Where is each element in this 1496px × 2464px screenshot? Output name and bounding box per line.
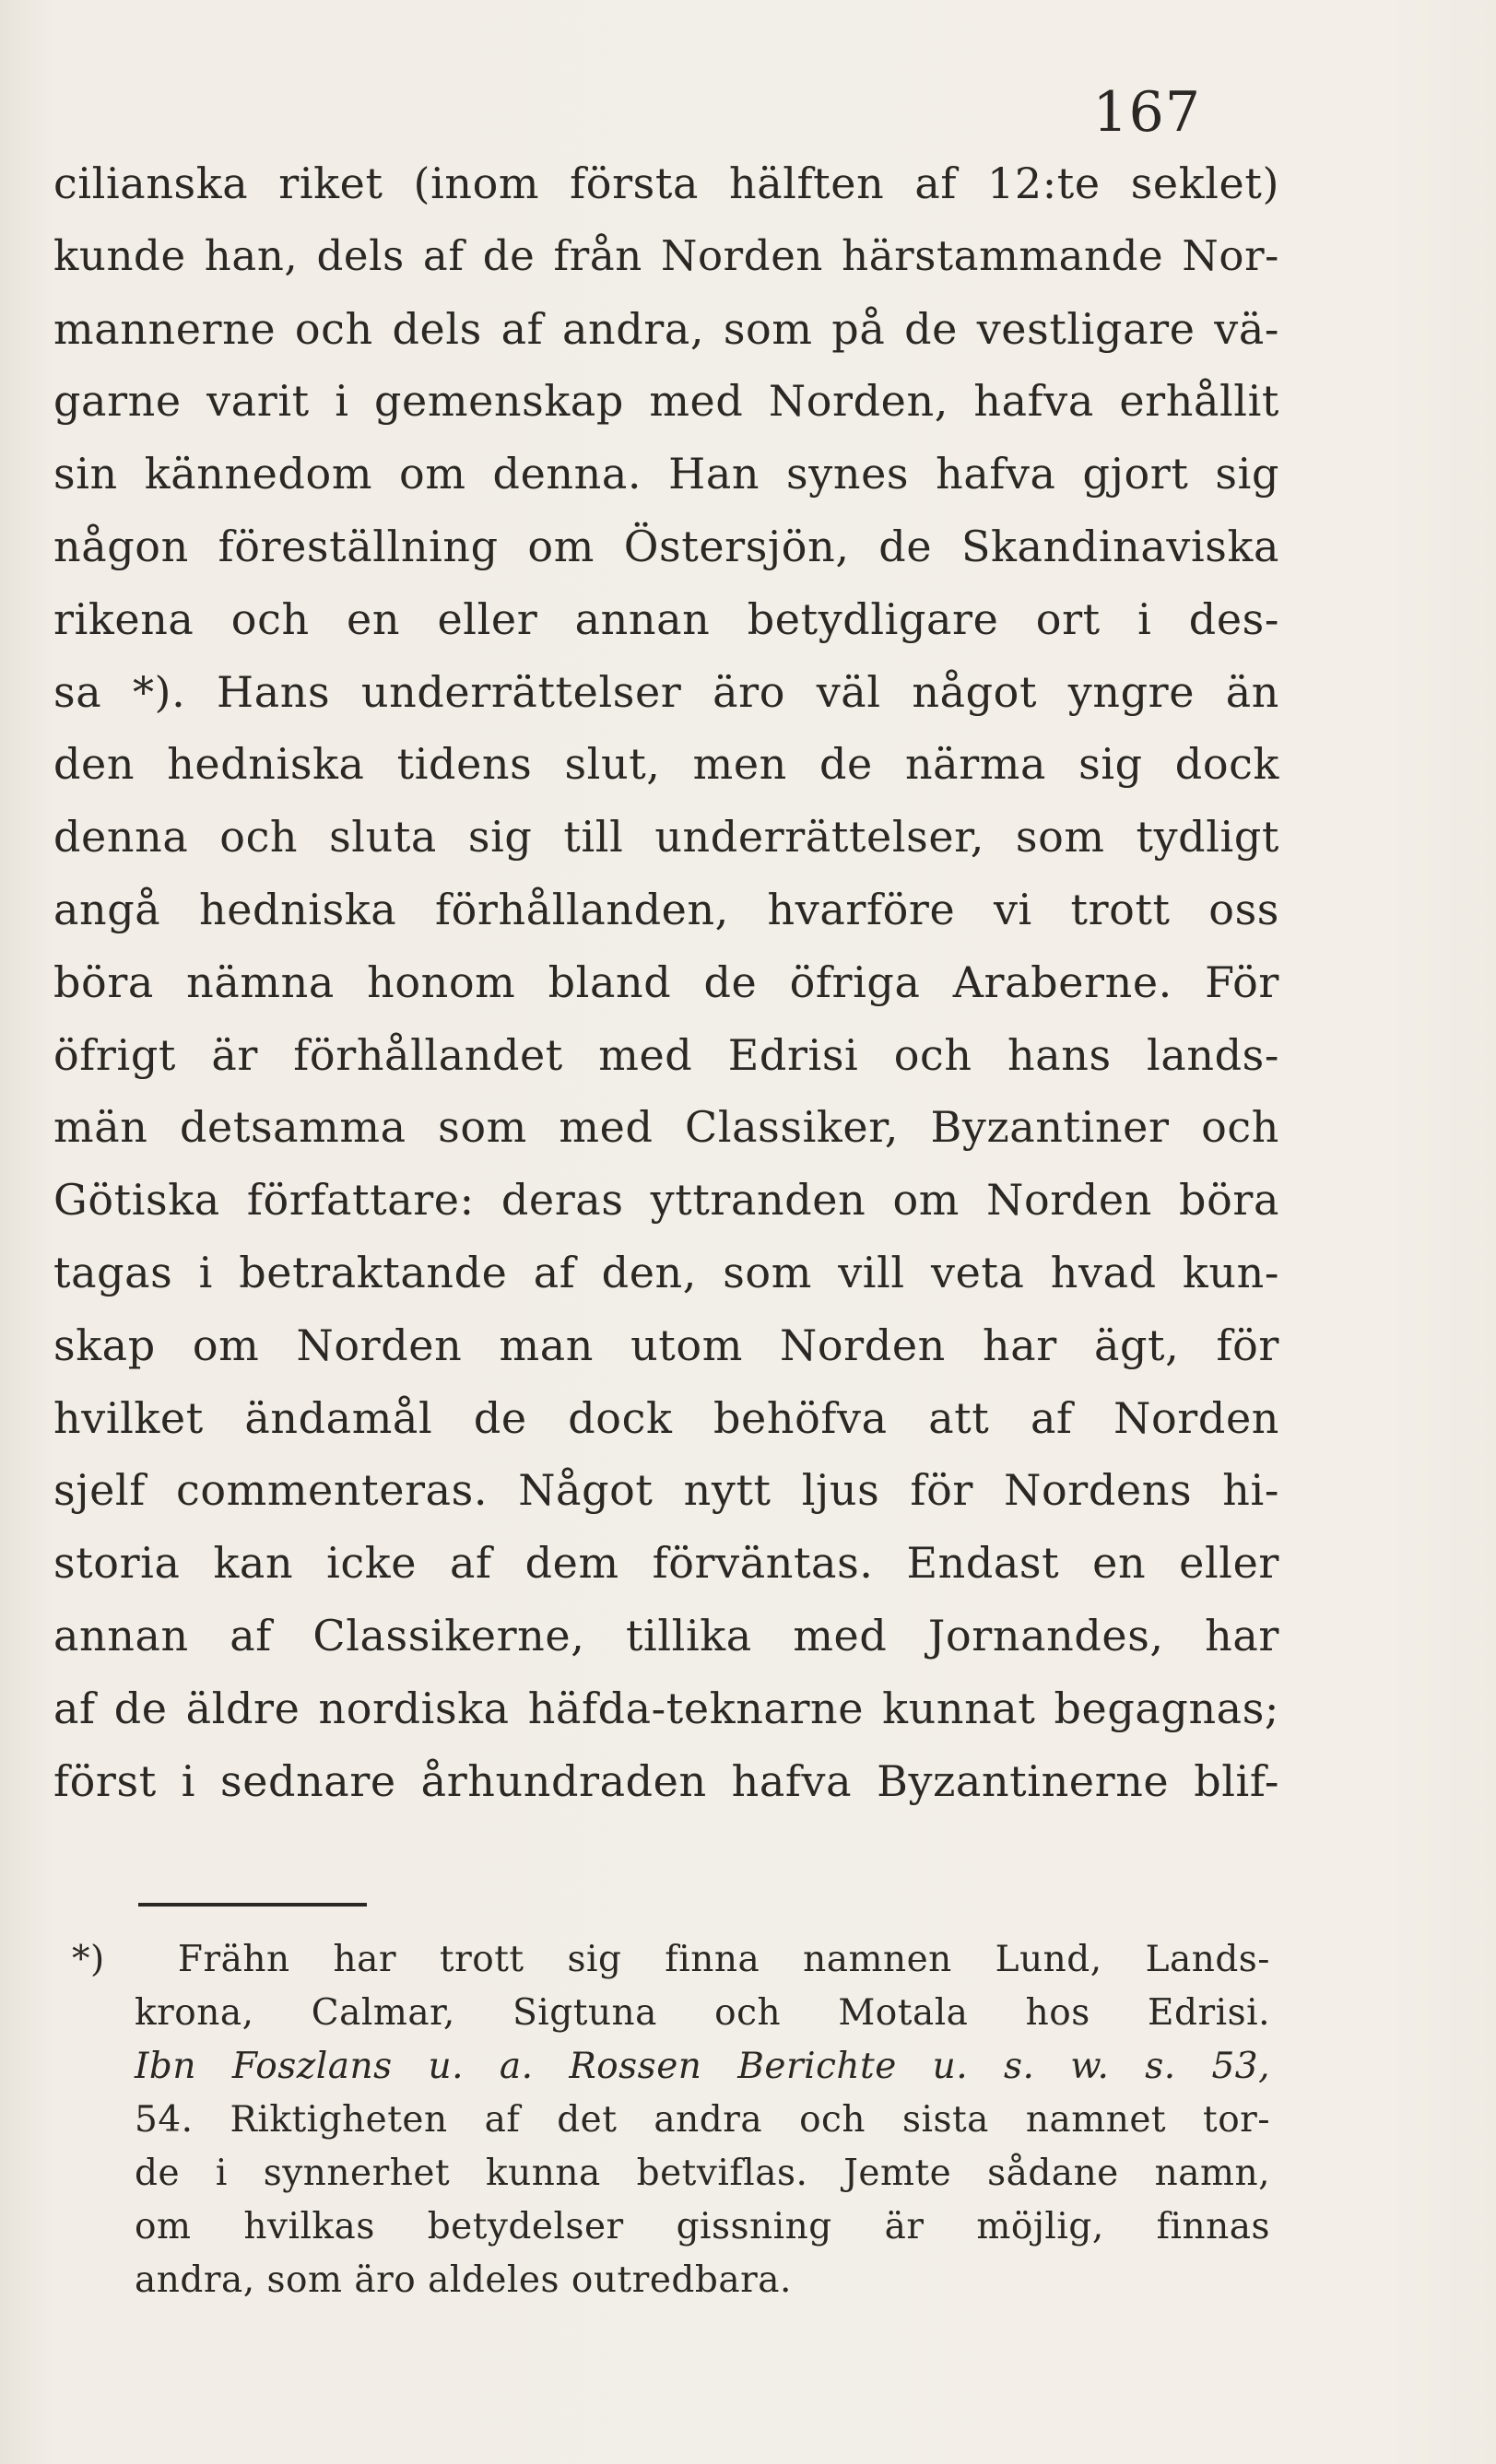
text-line: sjelf commenteras. Något nytt ljus för Nordens hi- <box>53 1465 1279 1516</box>
footnote-line: 54. Riktigheten af det andra och sista namnet tor- <box>135 2099 1270 2141</box>
text-line: tagas i betraktande af den, som vill veta hvad kun- <box>53 1247 1279 1297</box>
footnote-line: krona, Calmar, Sigtuna och Motala hos Edrisi. <box>135 1992 1270 2034</box>
text-line: af de äldre nordiska häfda-teknarne kunnat begagnas; <box>53 1683 1279 1733</box>
footnote-line: Ibn Foszlans u. a. Rossen Berichte u. s. w. s. 53, <box>135 2046 1270 2087</box>
body-text <box>53 147 1279 1817</box>
text-line: annan af Classikerne, tillika med Jornandes, har <box>53 1610 1279 1660</box>
footnote-line: andra, som äro aldeles outredbara. <box>135 2259 792 2301</box>
text-line: Götiska författare: deras yttranden om Norden böra <box>53 1175 1279 1226</box>
text-line: storia kan icke af dem förväntas. Endast en eller <box>53 1538 1279 1589</box>
text-line: angå hedniska förhållanden, hvarföre vi trott oss <box>53 884 1279 934</box>
text-line: cilianska riket (inom första hälften af 12:te seklet) <box>53 158 1279 208</box>
text-line: sin kännedom om denna. Han synes hafva gjort sig <box>53 449 1279 499</box>
footnote-line <box>72 1933 1270 1987</box>
text-line: öfrigt är förhållandet med Edrisi och hans lands- <box>53 1029 1279 1080</box>
footnote-marker: *) <box>72 1939 105 1980</box>
text-line: hvilket ändamål de dock behöfva att af Norden <box>53 1392 1279 1443</box>
text-line: skap om Norden man utom Norden har ägt, för <box>53 1320 1279 1370</box>
text-line: först i sednare århundraden hafva Byzantinerne blif- <box>53 1755 1279 1806</box>
text-line: den hedniska tidens slut, men de närma sig dock <box>53 739 1279 790</box>
text-line: denna och sluta sig till underrättelser, som tydligt <box>53 812 1279 862</box>
text-line: män detsamma som med Classiker, Byzantiner och <box>53 1102 1279 1153</box>
text-line: någon föreställning om Östersjön, de Skandinaviska <box>53 521 1279 571</box>
text-line: sa *). Hans underrättelser äro väl något yngre än <box>53 666 1279 717</box>
text-line: rikena och en eller annan betydligare ort i des- <box>53 593 1279 644</box>
text-line: garne varit i gemenskap med Norden, hafva erhållit <box>53 376 1279 427</box>
footnote-line: de i synnerhet kunna betviflas. Jemte sådane namn, <box>135 2153 1270 2194</box>
text-line: böra nämna honom bland de öfriga Araberne. För <box>53 956 1279 1007</box>
footnote-text: Frähn har trott sig finna namnen Lund, Lands- <box>177 1939 1270 1980</box>
footnote-separator <box>138 1903 367 1907</box>
text-line: kunde han, dels af de från Norden härstammande Nor- <box>53 230 1279 280</box>
text-line: mannerne och dels af andra, som på de vestligare vä- <box>53 303 1279 354</box>
footnote <box>72 1933 1270 2307</box>
page-number: 167 <box>1092 80 1201 145</box>
footnote-line: om hvilkas betydelser gissning är möjlig, finnas <box>135 2206 1270 2247</box>
